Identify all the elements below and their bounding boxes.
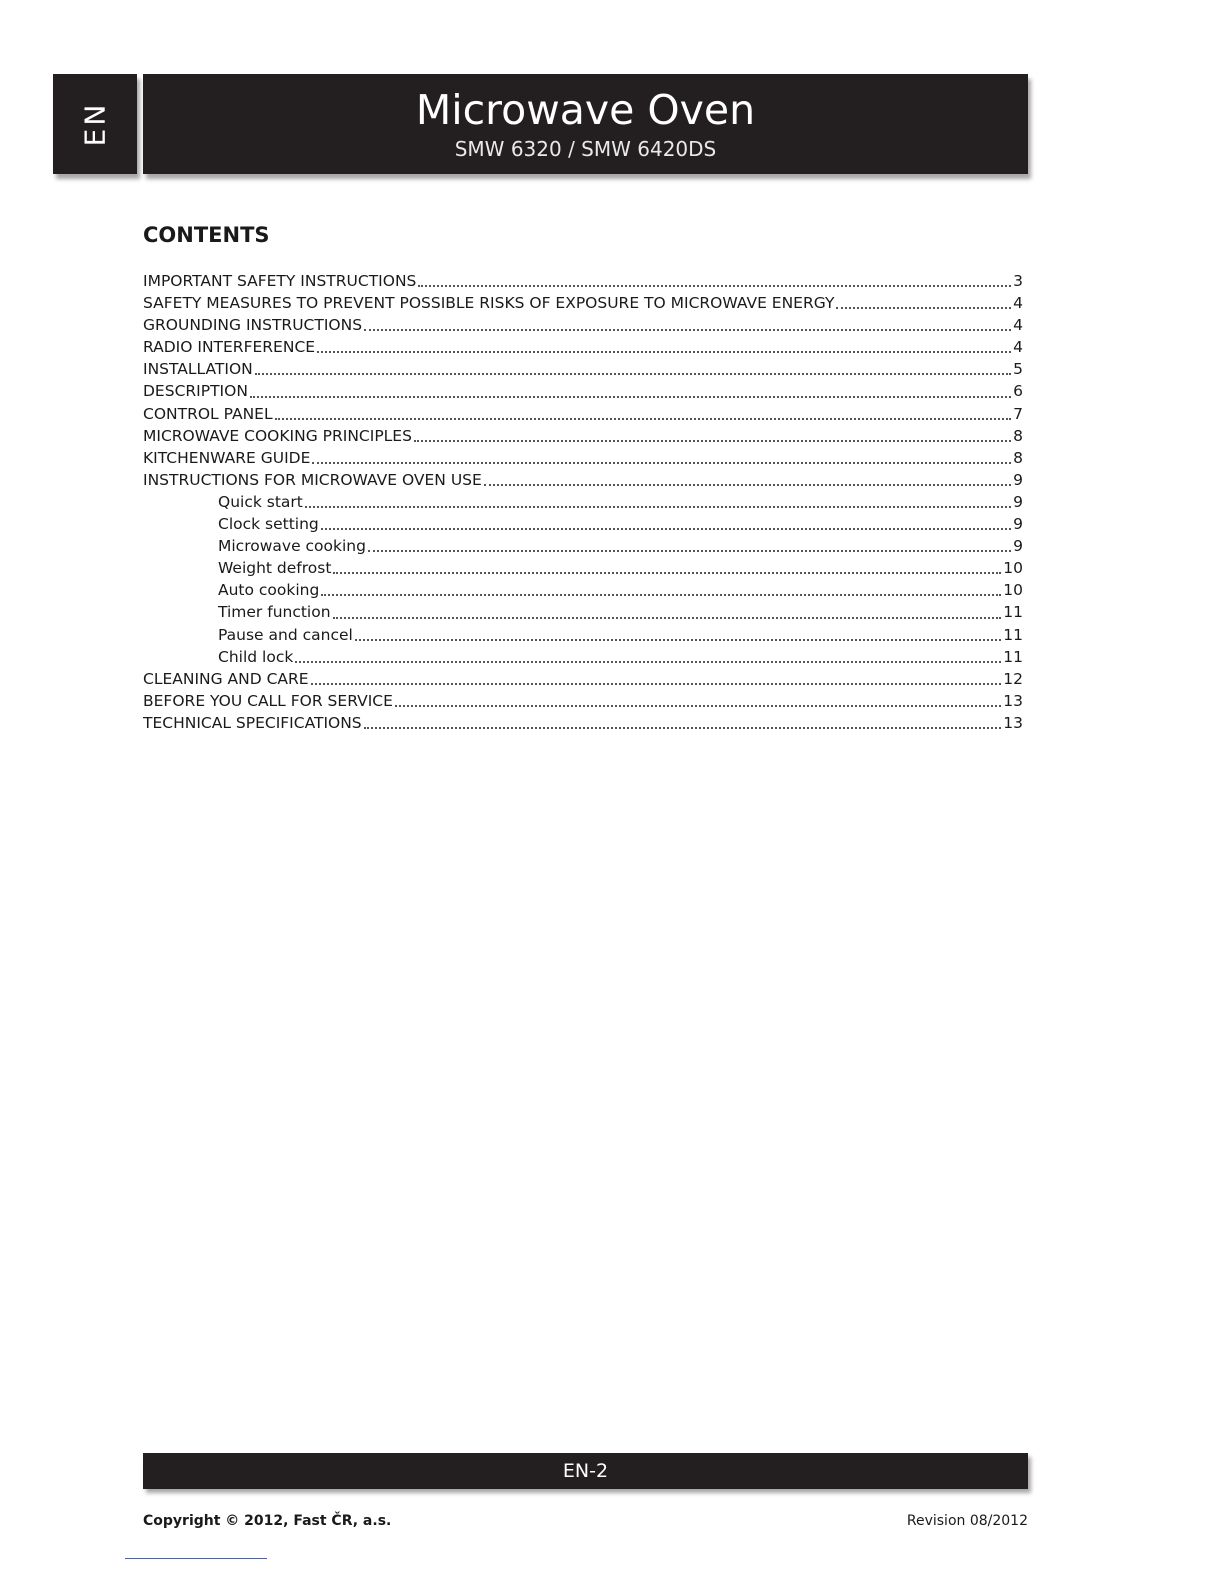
toc-entry-label: DESCRIPTION [143,382,248,401]
toc-entry-page: 6 [1013,382,1023,401]
toc-entry-label: INSTALLATION [143,360,253,379]
dot-leader [295,661,1001,663]
dot-leader [368,550,1011,552]
dot-leader [305,506,1011,508]
toc-entry-page: 12 [1003,669,1023,688]
header-banner [143,74,1028,174]
toc-entry-page: 9 [1013,470,1023,489]
toc-entry-label: MICROWAVE COOKING PRINCIPLES [143,426,412,445]
toc-entry-label: KITCHENWARE GUIDE [143,448,311,467]
toc-entry-page: 10 [1003,559,1023,578]
toc-entry-page: 11 [1003,625,1023,644]
toc-subentry[interactable] [143,535,1023,557]
toc-entry-label: GROUNDING INSTRUCTIONS [143,316,363,335]
toc-entry-label: CONTROL PANEL [143,404,273,423]
toc-entry-label: Clock setting [218,515,319,534]
dot-leader [321,528,1011,530]
document-title: Microwave Oven [415,86,756,134]
toc-entry-label: SAFETY MEASURES TO PREVENT POSSIBLE RISKS OF EXPOSURE TO MICROWAVE ENERGY [143,294,835,313]
dot-leader [317,351,1011,353]
toc-entry[interactable] [143,668,1023,690]
toc-subentry[interactable] [143,557,1023,579]
dot-leader [355,639,1001,641]
toc-entry-label: Weight defrost [218,559,332,578]
toc-subentry[interactable] [143,646,1023,668]
toc-entry[interactable] [143,447,1023,469]
toc-subentry[interactable] [143,513,1023,535]
toc-entry-page: 7 [1013,404,1023,423]
toc-entry-label: IMPORTANT SAFETY INSTRUCTIONS [143,272,417,290]
toc-entry-page: 10 [1003,581,1023,600]
toc-entry-page: 9 [1013,492,1023,511]
toc-subentry[interactable] [143,491,1023,513]
revision-label: Revision 08/2012 [906,1513,1028,1529]
toc-entry[interactable] [143,292,1023,314]
toc-entry-page: 4 [1013,316,1023,335]
dot-leader [364,727,1002,729]
dot-leader [312,462,1011,464]
dot-leader [836,307,1011,309]
toc-entry-page: 9 [1013,515,1023,534]
page-number-bar [143,1453,1028,1489]
language-code: EN [78,101,112,147]
dot-leader [333,617,1002,619]
dot-leader [255,373,1011,375]
toc-entry-page: 5 [1013,360,1023,379]
toc-entry-page: 8 [1013,426,1023,445]
toc-entry[interactable] [143,314,1023,336]
dot-leader [364,329,1011,331]
dot-leader [484,484,1011,486]
toc-entry[interactable] [143,403,1023,425]
toc-entry[interactable] [143,380,1023,402]
toc-entry-page: 9 [1013,537,1023,556]
dot-leader [311,683,1002,685]
toc-entry-page: 8 [1013,448,1023,467]
copyright-notice: Copyright © 2012, Fast ČR, a.s. [143,1513,392,1529]
dot-leader [418,285,1011,287]
toc-entry-page: 13 [1003,691,1023,710]
toc-entry-label: BEFORE YOU CALL FOR SERVICE [143,691,393,710]
toc-subentry[interactable] [143,601,1023,623]
page-number: EN-2 [562,1460,609,1482]
model-numbers: SMW 6320 / SMW 6420DS [454,137,717,161]
toc-subentry[interactable] [143,579,1023,601]
toc-entry-label: Child lock [218,647,294,666]
dot-leader [333,572,1001,574]
dot-leader [395,705,1001,707]
toc-entry[interactable] [143,712,1023,734]
table-of-contents [143,270,1023,734]
toc-entry-label: Auto cooking [218,581,320,600]
contents-heading: CONTENTS [143,223,270,247]
toc-entry-label: Quick start [218,492,303,511]
toc-entry-page: 11 [1003,647,1023,666]
toc-entry[interactable] [143,270,1023,292]
toc-entry-page: 13 [1003,713,1023,732]
toc-entry[interactable] [143,425,1023,447]
toc-entry[interactable] [143,469,1023,491]
toc-entry-label: Pause and cancel [218,625,353,644]
toc-entry-label: Timer function [218,603,331,622]
toc-entry[interactable] [143,690,1023,712]
toc-entry-label: CLEANING AND CARE [143,669,309,688]
toc-entry-label: RADIO INTERFERENCE [143,338,316,357]
toc-entry[interactable] [143,358,1023,380]
toc-entry-page: 4 [1013,294,1023,313]
toc-entry-page: 3 [1013,272,1023,290]
toc-entry-page: 11 [1003,603,1023,622]
dot-leader [321,594,1001,596]
toc-entry-page: 4 [1013,338,1023,357]
toc-entry-label: TECHNICAL SPECIFICATIONS [143,713,362,732]
toc-subentry[interactable] [143,624,1023,646]
dot-leader [250,396,1011,398]
dot-leader [414,440,1011,442]
underline-rule [125,1558,267,1559]
toc-entry[interactable] [143,336,1023,358]
dot-leader [275,418,1012,420]
language-tab [53,74,137,174]
toc-entry-label: INSTRUCTIONS FOR MICROWAVE OVEN USE [143,470,482,489]
toc-entry-label: Microwave cooking [218,537,366,556]
